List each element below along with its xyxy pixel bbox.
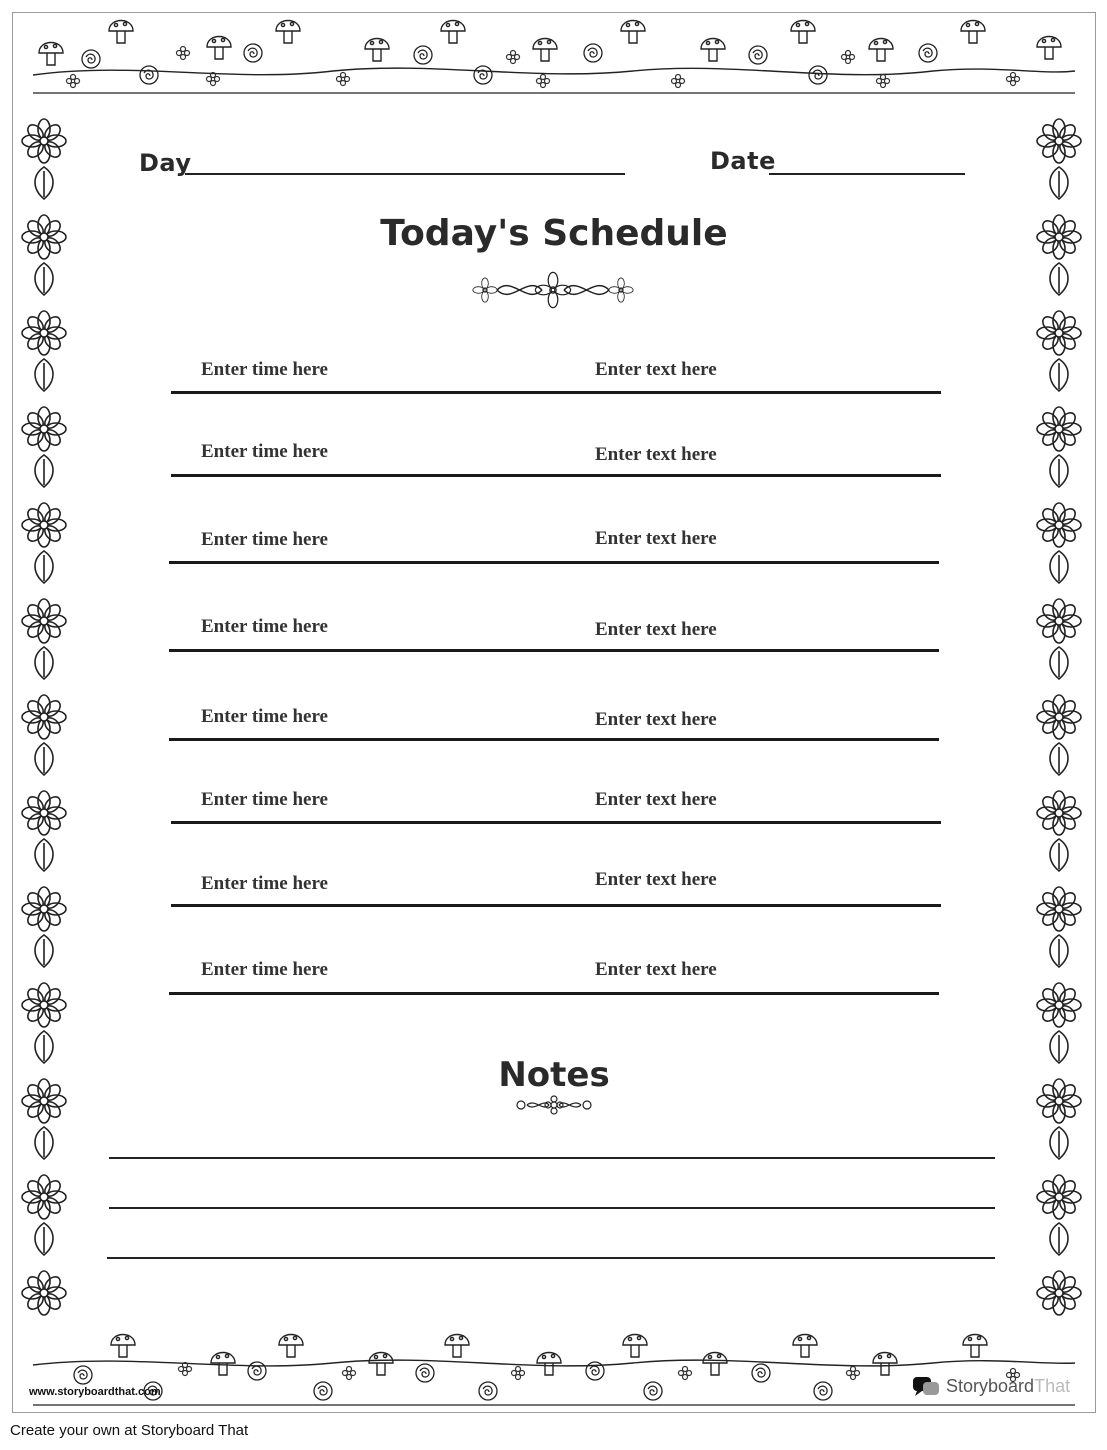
row-rule bbox=[169, 992, 939, 995]
right-floral-vine bbox=[1037, 119, 1081, 1315]
text-entry[interactable]: Enter text here bbox=[595, 359, 717, 380]
text-entry[interactable]: Enter text here bbox=[595, 959, 717, 980]
schedule-title: Today's Schedule bbox=[380, 213, 728, 254]
storyboardthat-logo bbox=[911, 1375, 1070, 1401]
logo-text-suffix: That bbox=[1034, 1375, 1071, 1396]
row-rule bbox=[171, 904, 941, 907]
notes-line[interactable] bbox=[109, 1157, 995, 1159]
row-rule bbox=[169, 738, 939, 741]
title-ornament-icon bbox=[467, 267, 639, 313]
time-entry[interactable]: Enter time here bbox=[201, 359, 328, 380]
text-entry[interactable]: Enter text here bbox=[595, 869, 717, 890]
schedule-row bbox=[171, 529, 941, 589]
time-entry[interactable]: Enter time here bbox=[201, 529, 328, 550]
time-entry[interactable]: Enter time here bbox=[201, 616, 328, 637]
left-floral-vine bbox=[22, 119, 66, 1315]
row-rule bbox=[169, 561, 939, 564]
time-entry[interactable]: Enter time here bbox=[201, 706, 328, 727]
date-label: Date bbox=[710, 147, 776, 175]
site-url: www.storyboardthat.com bbox=[29, 1386, 161, 1398]
schedule-row bbox=[171, 869, 941, 933]
schedule-row bbox=[171, 959, 941, 1019]
schedule-row bbox=[171, 359, 941, 419]
notes-ornament-icon bbox=[513, 1095, 595, 1115]
text-entry[interactable]: Enter text here bbox=[595, 528, 717, 549]
top-floral-band bbox=[33, 21, 1075, 94]
time-entry[interactable]: Enter time here bbox=[201, 959, 328, 980]
row-rule bbox=[171, 391, 941, 394]
text-entry[interactable]: Enter text here bbox=[595, 709, 717, 730]
row-rule bbox=[171, 474, 941, 477]
time-entry[interactable]: Enter time here bbox=[201, 441, 328, 462]
day-label: Day bbox=[139, 149, 192, 177]
text-entry[interactable]: Enter text here bbox=[595, 619, 717, 640]
time-entry[interactable]: Enter time here bbox=[201, 789, 328, 810]
date-field[interactable] bbox=[769, 173, 965, 175]
time-entry[interactable]: Enter time here bbox=[201, 873, 328, 894]
speech-bubble-logo-icon bbox=[911, 1375, 941, 1397]
notes-line[interactable] bbox=[109, 1207, 995, 1209]
footer-caption: Create your own at Storyboard That bbox=[10, 1422, 249, 1439]
worksheet-page bbox=[12, 12, 1096, 1413]
text-entry[interactable]: Enter text here bbox=[595, 789, 717, 810]
schedule-row bbox=[171, 707, 941, 767]
row-rule bbox=[171, 821, 941, 824]
logo-text: Storyboard bbox=[946, 1375, 1035, 1396]
schedule-row bbox=[171, 441, 941, 501]
notes-title: Notes bbox=[498, 1055, 610, 1095]
notes-line[interactable] bbox=[107, 1257, 995, 1259]
day-field[interactable] bbox=[185, 173, 625, 175]
schedule-row bbox=[171, 789, 941, 849]
text-entry[interactable]: Enter text here bbox=[595, 444, 717, 465]
row-rule bbox=[169, 649, 939, 652]
schedule-row bbox=[171, 617, 941, 677]
